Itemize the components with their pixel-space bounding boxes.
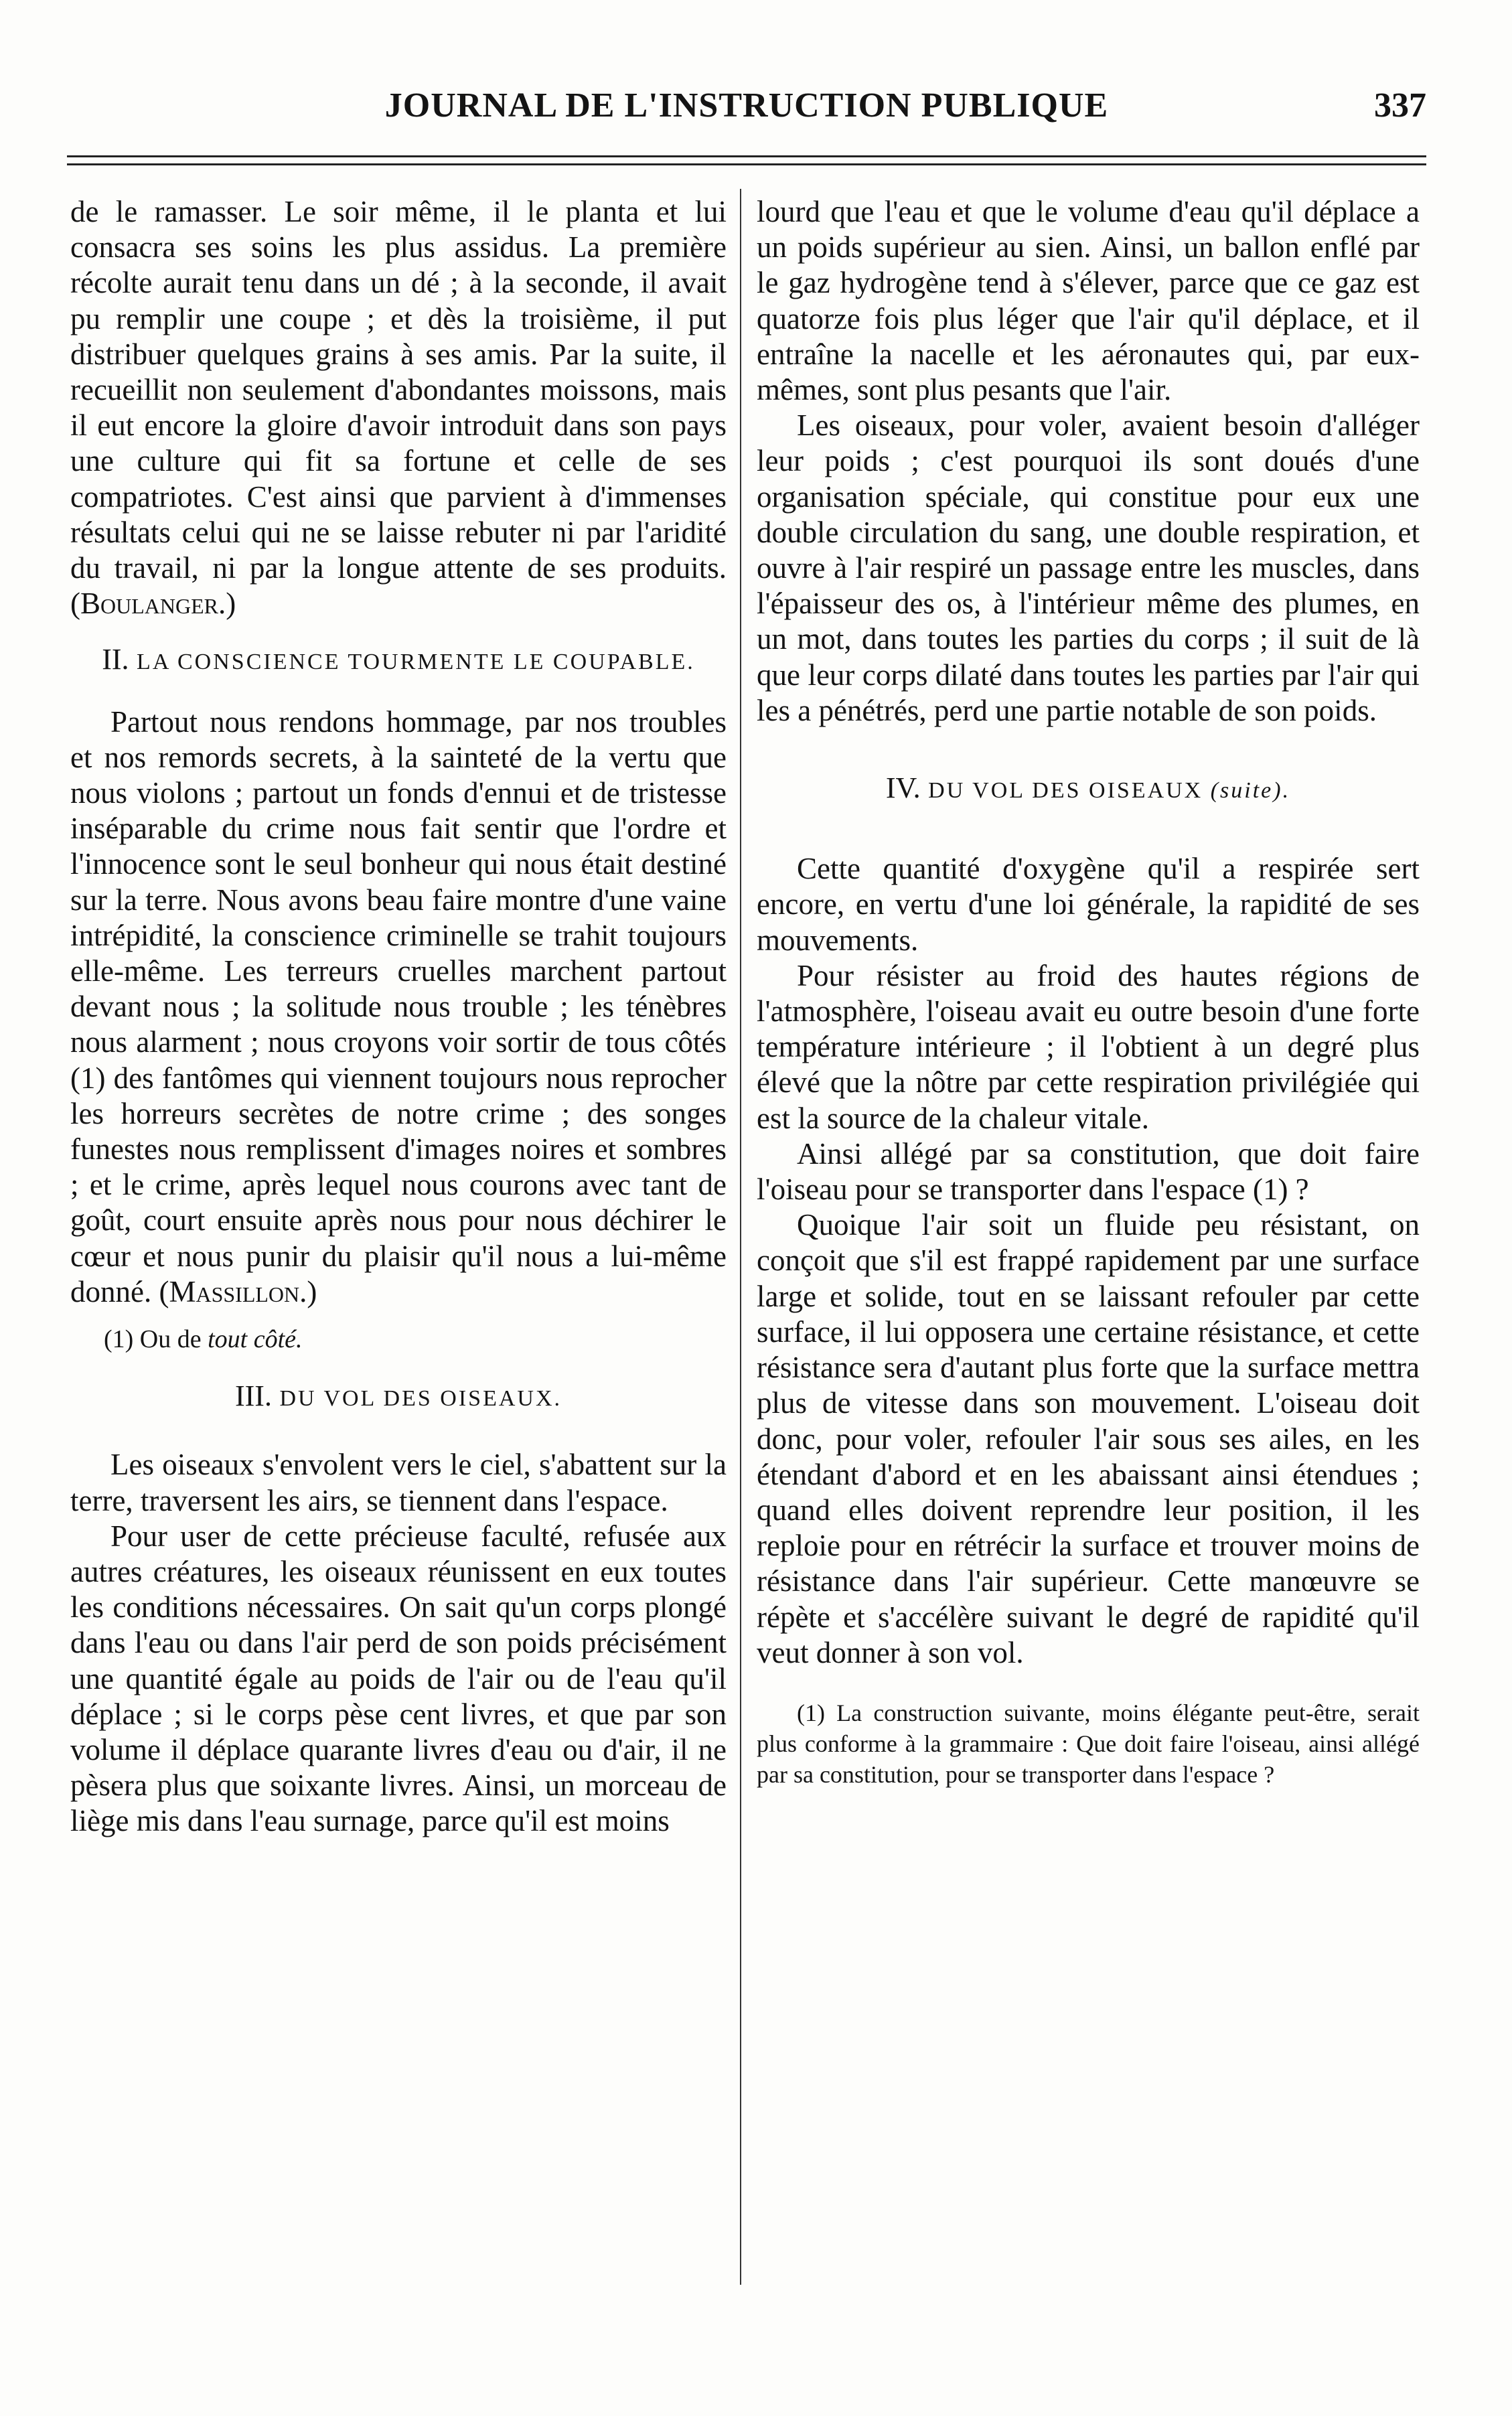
footnote-text: (1) Ou de (104, 1325, 202, 1354)
paragraph-wing-motion: Quoique l'air soit un fluide peu résistant, on conçoit que s'il est frappé rapidement par une surface large et solide, tout en se laissant refouler par cette surface, il lui opposera une certaine résistance, et cette résistance sera d'autant plus forte que la surface mettra plus de vitesse dans son mouvement. L'oiseau doit donc, pour voler, refouler l'air sous ses ailes, en les étendant d'abord et en les abaissant ainsi étendues ; quand elles doivent reprendre leur position, il les reploie pour en rétrécir la surface et trouver moins de résistance dans l'air supérieur. Cette manœuvre se répète et s'accélère suivant le degré de rapidité qu'il veut donner à son vol. (757, 1208, 1420, 1669)
section-title-suffix: (suite). (1210, 778, 1291, 804)
paragraph-birds-intro: Les oiseaux s'envolent vers le ciel, s'abattent sur la terre, traversent les airs, se tiennent dans l'espace. (70, 1448, 727, 1517)
section-title: LA CONSCIENCE TOURMENTE LE COUPABLE. (137, 650, 695, 675)
paragraph-organisation: Les oiseaux, pour voler, avaient besoin d'alléger leur poids ; c'est pourquoi ils sont doués d'une organisation spéciale, qui constitue pour eux une double circulation du sang, une double respiration, et ouvre à l'air respiré un passage entre les muscles, dans l'épaisseur des os, à l'intérieur même des plumes, en un mot, dans toutes les parties du corps ; il suit de là que leur corps dilaté dans toutes les parties par l'air qui les a pénétrés, perd une partie notable de son poids. (757, 408, 1420, 727)
running-title: JOURNAL DE L'INSTRUCTION PUBLIQUE (384, 86, 1109, 125)
header-rule-top (67, 155, 1426, 157)
paragraph-text: de le ramasser. Le soir même, il le planta et lui consacra ses soins les plus assidus. La première récolte aurait tenu dans un dé ; à la seconde, il avait pu remplir une coupe ; et dès la troisième, il put distribuer quelques grains à ses amis. Par la suite, il recueillit non seulement d'abondantes moissons, mais il eut encore la gloire d'avoir introduit dans son pays une culture qui fit sa fortune et celle de ses compatriotes. C'est ainsi que parvient à d'immenses résultats celui qui ne se laisse rebuter ni par l'aridité du travail, ni par la longue attente de ses produits. (70, 195, 727, 585)
header-rule-bottom (67, 163, 1426, 165)
section-number: IV. (885, 771, 921, 805)
page-header (67, 86, 1426, 139)
paragraph-birds-conditions: Pour user de cette précieuse faculté, refusée aux autres créatures, les oiseaux réunissent en eux toutes les conditions nécessaires. On sait qu'un corps plongé dans l'eau ou dans l'air perd de son poids précisément une quantité égale au poids de l'air ou de l'eau qu'il déplace ; si le corps pèse cent livres, et que par son volume il déplace quarante livres d'eau ou d'air, il ne pèsera plus que soixante livres. Ainsi, un morceau de liège mis dans l'eau surnage, parce qu'il est moins (70, 1519, 727, 1838)
section-title: DU VOL DES OISEAUX (928, 778, 1203, 804)
paragraph-boulanger-excerpt (70, 194, 727, 621)
footnote-emphasis: tout côté. (208, 1325, 303, 1354)
author-attribution: (Boulanger.) (70, 587, 236, 621)
paragraph-oxygen: Cette quantité d'oxygène qu'il a respirée sert encore, en vertu d'une loi générale, la rapidité de ses mouvements. (757, 852, 1420, 957)
right-column (757, 194, 1420, 1790)
paragraph-text: Partout nous rendons hommage, par nos troubles et nos remords secrets, à la sainteté de la vertu que nous violons ; partout un fonds d'ennui et de tristesse inséparable du crime nous fait sentir que l'ordre et l'innocence sont le seul bonheur qui nous était destiné sur la terre. Nous avons beau faire montre d'une vaine intrépidité, la conscience criminelle se trahit toujours elle-même. Les terreurs cruelles marchent partout devant nous ; la solitude nous trouble ; les ténèbres nous alarment ; nous croyons voir sortir de tous côtés (1) des fantômes qui viennent toujours nous reprocher les horreurs secrètes de notre crime ; des songes funestes nous remplissent d'images noires et sombres ; et le crime, après lequel nous courons avec tant de goût, court ensuite après nous pour nous déchirer le cœur et nous punir du plaisir qu'il nous a lui-même donné. (70, 704, 727, 1308)
paragraph-balloon: lourd que l'eau et que le volume d'eau qu'il déplace a un poids supérieur au sien. Ainsi, un ballon enflé par le gaz hydrogène tend à s'élever, parce que ce gaz est quatorze fois plus léger que l'air qu'il déplace, et il entraîne la nacelle et les aéronautes qui, par eux-mêmes, sont plus pesants que l'air. (757, 195, 1420, 407)
section-number: II. (102, 643, 129, 676)
paragraph-cold: Pour résister au froid des hautes régions de l'atmosphère, l'oiseau avait eu outre besoin d'une forte température intérieure ; il l'obtient à un degré plus élevé que la nôtre par cette respiration privilégiée qui est la source de la chaleur vitale. (757, 958, 1420, 1135)
left-column (70, 194, 727, 1839)
footnote-right: (1) La construction suivante, moins élégante peut-être, serait plus conforme à la grammaire : Que doit faire l'oiseau, ainsi allégé par sa constitution, pour se transporter dans l'espace ? (757, 1699, 1420, 1788)
footnote-left (70, 1323, 727, 1355)
author-attribution: (Massillon.) (159, 1274, 317, 1308)
section-title: DU VOL DES OISEAUX. (279, 1386, 562, 1412)
section-heading-iv (757, 770, 1420, 808)
paragraph-massillon-excerpt (70, 704, 727, 1310)
section-heading-ii (70, 641, 727, 680)
page-number: 337 (1374, 86, 1426, 125)
column-separator (740, 189, 741, 2285)
section-heading-iii (70, 1378, 727, 1416)
paragraph-question: Ainsi allégé par sa constitution, que doit faire l'oiseau pour se transporter dans l'espace (1) ? (757, 1136, 1420, 1207)
section-number: III. (234, 1379, 272, 1413)
